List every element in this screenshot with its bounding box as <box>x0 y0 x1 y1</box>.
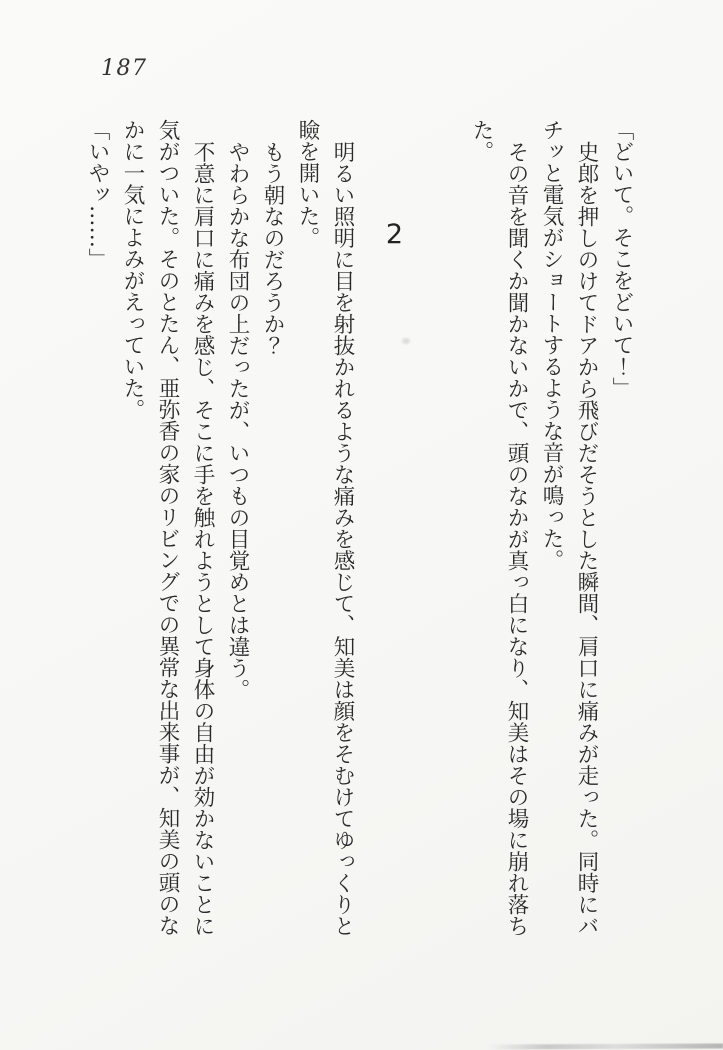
body-text-area <box>77 119 639 941</box>
paragraph-narration-shiro-door: 史郎を押しのけてドアから飛びだそうとした瞬間、肩口に痛みが走った。同時にバチッと電気がショートするような音が鳴った。 <box>539 119 599 936</box>
scan-artifact-bottom-streak <box>487 1043 723 1049</box>
paragraph-dialogue-doite: 「どいて。そこをどいて！」 <box>609 119 634 399</box>
section-heading-number: 2 <box>379 219 410 250</box>
paragraph-narration-bright-light: 明るい照明に目を射抜かれるような痛みを感じて、知美は顔をそむけてゆっくりと瞼を開いた。 <box>295 119 355 936</box>
paragraph-dialogue-iya: 「いやッ……」 <box>85 119 110 270</box>
paragraph-narration-shoulder-pain-memory: 不意に肩口に痛みを感じ、そこに手を触れようとして身体の自由が効かないことに気がついた。そのとたん、亜弥香の家のリビングでの異常な出来事が、知美の頭のなかに一気によみがえっていた。 <box>120 119 215 936</box>
page-number: 187 <box>101 56 148 81</box>
paragraph-narration-sound-collapse: その音を聞くか聞かないかで、頭のなかが真っ白になり、知美はその場に崩れ落ちた。 <box>469 119 529 936</box>
paragraph-narration-futon: やわらかな布団の上だったが、いつもの目覚めとは違う。 <box>225 140 250 700</box>
scan-smudge <box>402 338 410 344</box>
paragraph-narration-morning: もう朝なのだろうか？ <box>260 140 285 356</box>
